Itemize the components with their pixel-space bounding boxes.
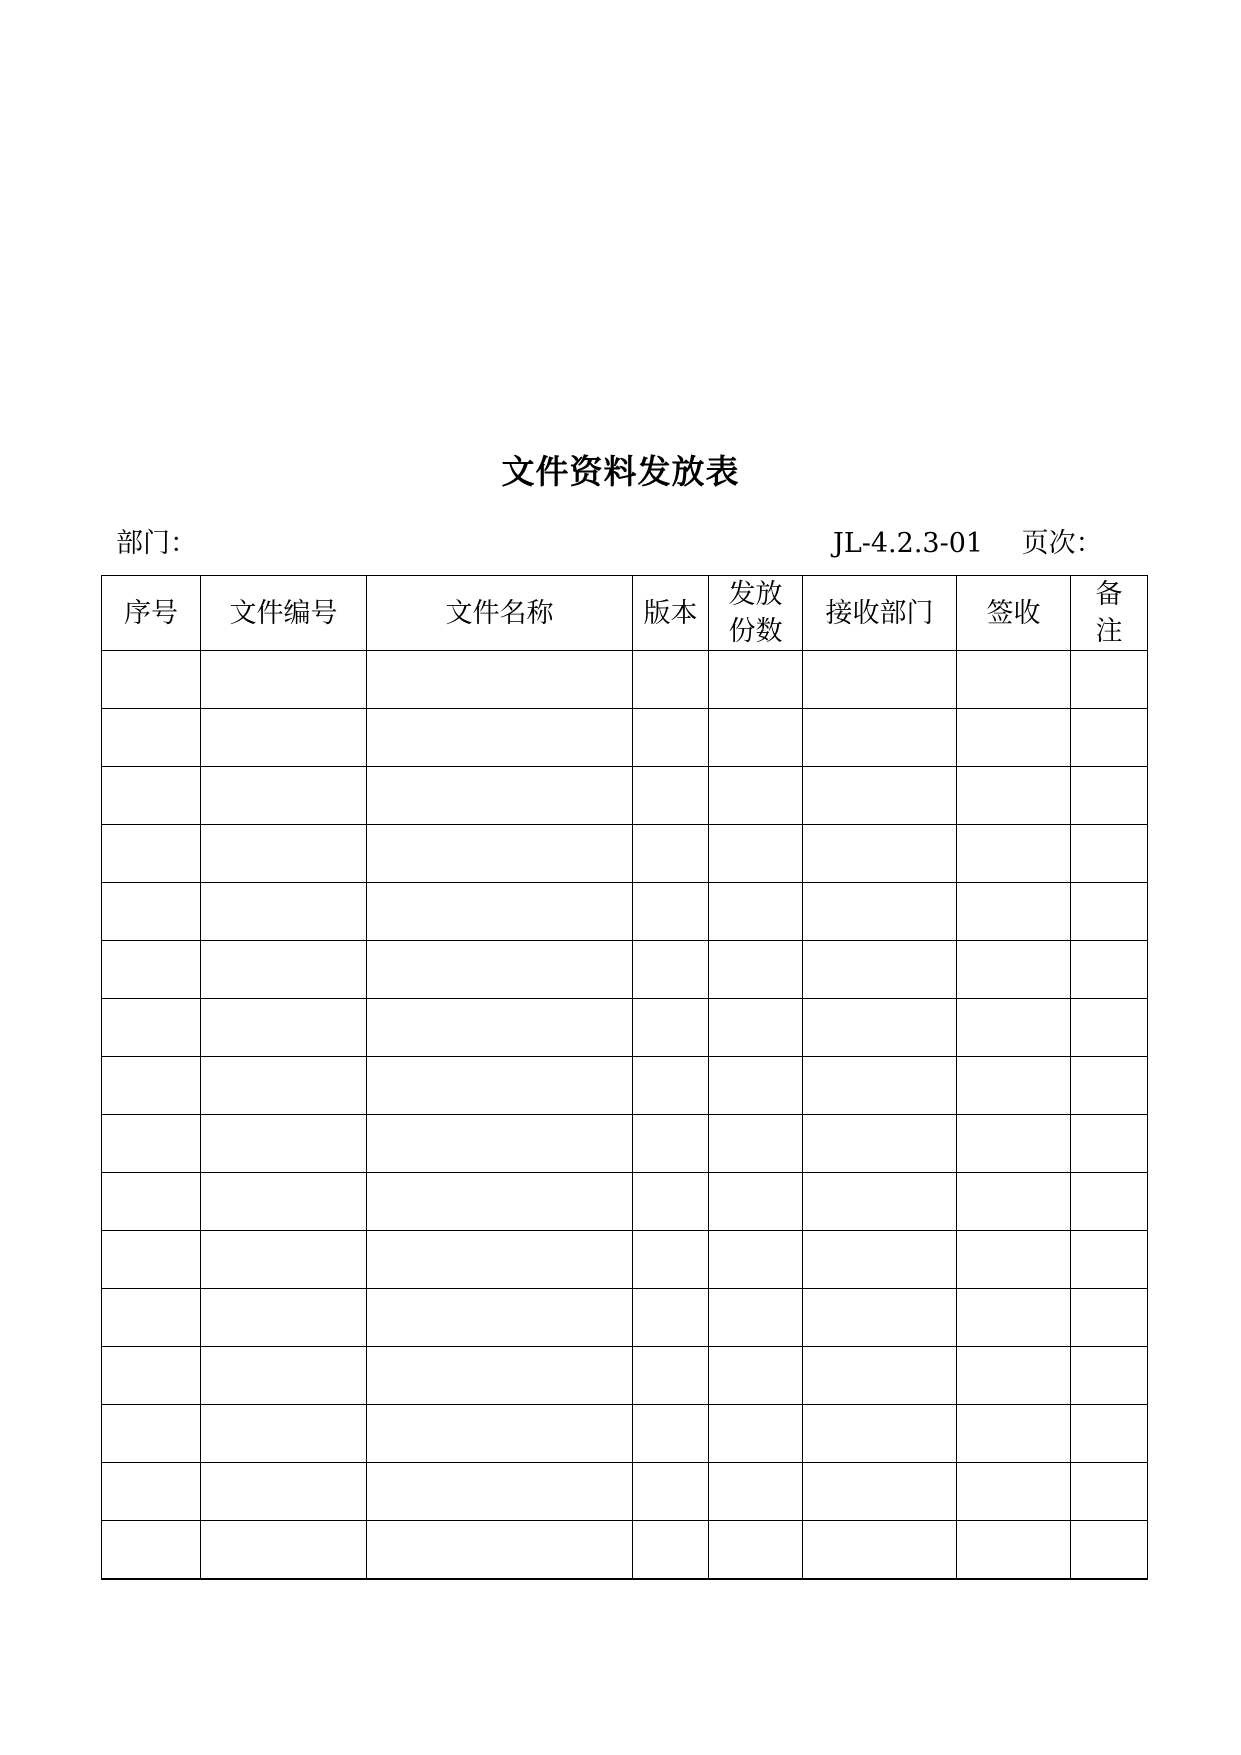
signature-cell[interactable] xyxy=(957,1405,1071,1463)
department-field xyxy=(116,524,197,564)
header-serial-number: 序号 xyxy=(102,576,201,651)
document-number-cell[interactable] xyxy=(201,651,367,709)
copies-cell[interactable] xyxy=(709,767,803,825)
receiving-department-cell[interactable] xyxy=(803,1405,957,1463)
serial-number-cell[interactable] xyxy=(102,1231,201,1289)
receiving-department-cell[interactable] xyxy=(803,1347,957,1405)
document-name-cell[interactable] xyxy=(367,1521,633,1580)
serial-number-cell[interactable] xyxy=(102,767,201,825)
header-receiving-department: 接收部门 xyxy=(803,576,957,651)
remarks-cell[interactable] xyxy=(1071,999,1148,1057)
receiving-department-cell[interactable] xyxy=(803,1173,957,1231)
document-number-cell[interactable] xyxy=(201,1289,367,1347)
document-name-cell[interactable] xyxy=(367,883,633,941)
copies-cell[interactable] xyxy=(709,1405,803,1463)
remarks-cell[interactable] xyxy=(1071,651,1148,709)
receiving-department-cell[interactable] xyxy=(803,999,957,1057)
version-cell[interactable] xyxy=(633,1289,709,1347)
document-name-cell[interactable] xyxy=(367,1347,633,1405)
serial-number-cell[interactable] xyxy=(102,999,201,1057)
table-row xyxy=(102,1057,1148,1115)
version-cell[interactable] xyxy=(633,999,709,1057)
document-number-cell[interactable] xyxy=(201,1173,367,1231)
table-body xyxy=(102,651,1148,1580)
signature-cell[interactable] xyxy=(957,883,1071,941)
version-cell[interactable] xyxy=(633,941,709,999)
version-cell[interactable] xyxy=(633,1521,709,1580)
serial-number-cell[interactable] xyxy=(102,825,201,883)
signature-cell[interactable] xyxy=(957,1289,1071,1347)
copies-cell[interactable] xyxy=(709,825,803,883)
copies-cell[interactable] xyxy=(709,1289,803,1347)
serial-number-cell[interactable] xyxy=(102,1289,201,1347)
remarks-cell[interactable] xyxy=(1071,1057,1148,1115)
serial-number-cell[interactable] xyxy=(102,709,201,767)
document-number-cell[interactable] xyxy=(201,1521,367,1580)
page-number-label: 页次： xyxy=(1021,528,1103,559)
remarks-cell[interactable] xyxy=(1071,1347,1148,1405)
copies-cell[interactable] xyxy=(709,1347,803,1405)
department-label: 部门： xyxy=(116,528,197,559)
remarks-cell[interactable] xyxy=(1071,941,1148,999)
copies-cell[interactable] xyxy=(709,651,803,709)
serial-number-cell[interactable] xyxy=(102,1347,201,1405)
receiving-department-cell[interactable] xyxy=(803,1231,957,1289)
document-number-cell[interactable] xyxy=(201,1463,367,1521)
copies-cell[interactable] xyxy=(709,1057,803,1115)
document-number-cell[interactable] xyxy=(201,941,367,999)
document-number-cell[interactable] xyxy=(201,1347,367,1405)
document-number-cell[interactable] xyxy=(201,767,367,825)
table-row xyxy=(102,709,1148,767)
version-cell[interactable] xyxy=(633,883,709,941)
remarks-cell[interactable] xyxy=(1071,709,1148,767)
copies-cell[interactable] xyxy=(709,1521,803,1580)
receiving-department-cell[interactable] xyxy=(803,767,957,825)
version-cell[interactable] xyxy=(633,767,709,825)
document-name-cell[interactable] xyxy=(367,999,633,1057)
signature-cell[interactable] xyxy=(957,999,1071,1057)
remarks-cell[interactable] xyxy=(1071,1521,1148,1580)
copies-cell[interactable] xyxy=(709,1231,803,1289)
document-name-cell[interactable] xyxy=(367,1115,633,1173)
table-row xyxy=(102,825,1148,883)
header-document-name: 文件名称 xyxy=(367,576,633,651)
document-name-cell[interactable] xyxy=(367,1057,633,1115)
copies-cell[interactable] xyxy=(709,883,803,941)
copies-cell[interactable] xyxy=(709,1463,803,1521)
version-cell[interactable] xyxy=(633,1463,709,1521)
version-cell[interactable] xyxy=(633,651,709,709)
document-name-cell[interactable] xyxy=(367,767,633,825)
document-name-cell[interactable] xyxy=(367,941,633,999)
version-cell[interactable] xyxy=(633,1231,709,1289)
signature-cell[interactable] xyxy=(957,1521,1071,1580)
header-remarks: 备 注 xyxy=(1071,576,1148,651)
document-number-cell[interactable] xyxy=(201,709,367,767)
signature-cell[interactable] xyxy=(957,1347,1071,1405)
receiving-department-cell[interactable] xyxy=(803,941,957,999)
document-number-cell[interactable] xyxy=(201,1057,367,1115)
document-name-cell[interactable] xyxy=(367,825,633,883)
signature-cell[interactable] xyxy=(957,1231,1071,1289)
receiving-department-cell[interactable] xyxy=(803,1115,957,1173)
serial-number-cell[interactable] xyxy=(102,941,201,999)
header-row xyxy=(102,576,1148,651)
form-info xyxy=(833,524,1103,564)
remarks-cell[interactable] xyxy=(1071,1405,1148,1463)
table-row xyxy=(102,1463,1148,1521)
version-cell[interactable] xyxy=(633,1347,709,1405)
document-number-cell[interactable] xyxy=(201,1231,367,1289)
document-number-cell[interactable] xyxy=(201,999,367,1057)
remarks-cell[interactable] xyxy=(1071,1463,1148,1521)
remarks-cell[interactable] xyxy=(1071,883,1148,941)
serial-number-cell[interactable] xyxy=(102,1405,201,1463)
document-number-cell[interactable] xyxy=(201,883,367,941)
signature-cell[interactable] xyxy=(957,1173,1071,1231)
document-name-cell[interactable] xyxy=(367,1463,633,1521)
header-version: 版本 xyxy=(633,576,709,651)
remarks-cell[interactable] xyxy=(1071,1115,1148,1173)
form-title: 文件资料发放表 xyxy=(501,452,740,491)
table-row xyxy=(102,1347,1148,1405)
remarks-cell[interactable] xyxy=(1071,825,1148,883)
version-cell[interactable] xyxy=(633,1115,709,1173)
table-row xyxy=(102,767,1148,825)
form-code: JL-4.2.3-01 xyxy=(833,528,984,559)
table-row xyxy=(102,651,1148,709)
receiving-department-cell[interactable] xyxy=(803,883,957,941)
receiving-department-cell[interactable] xyxy=(803,709,957,767)
table-row xyxy=(102,1231,1148,1289)
table-row xyxy=(102,1521,1148,1580)
signature-cell[interactable] xyxy=(957,1057,1071,1115)
signature-cell[interactable] xyxy=(957,709,1071,767)
receiving-department-cell[interactable] xyxy=(803,1521,957,1580)
signature-cell[interactable] xyxy=(957,1463,1071,1521)
serial-number-cell[interactable] xyxy=(102,883,201,941)
serial-number-cell[interactable] xyxy=(102,1463,201,1521)
receiving-department-cell[interactable] xyxy=(803,1289,957,1347)
signature-cell[interactable] xyxy=(957,767,1071,825)
version-cell[interactable] xyxy=(633,1405,709,1463)
document-name-cell[interactable] xyxy=(367,709,633,767)
table-row xyxy=(102,1405,1148,1463)
copies-cell[interactable] xyxy=(709,941,803,999)
receiving-department-cell[interactable] xyxy=(803,1057,957,1115)
version-cell[interactable] xyxy=(633,1057,709,1115)
serial-number-cell[interactable] xyxy=(102,1173,201,1231)
document-number-cell[interactable] xyxy=(201,1115,367,1173)
document-number-cell[interactable] xyxy=(201,825,367,883)
table-row xyxy=(102,999,1148,1057)
version-cell[interactable] xyxy=(633,825,709,883)
document-name-cell[interactable] xyxy=(367,651,633,709)
document-number-cell[interactable] xyxy=(201,1405,367,1463)
header-copies-issued: 发放 份数 xyxy=(709,576,803,651)
copies-cell[interactable] xyxy=(709,1173,803,1231)
receiving-department-cell[interactable] xyxy=(803,1463,957,1521)
copies-cell[interactable] xyxy=(709,709,803,767)
signature-cell[interactable] xyxy=(957,941,1071,999)
document-name-cell[interactable] xyxy=(367,1231,633,1289)
header-document-number: 文件编号 xyxy=(201,576,367,651)
signature-cell[interactable] xyxy=(957,651,1071,709)
remarks-cell[interactable] xyxy=(1071,1231,1148,1289)
document-name-cell[interactable] xyxy=(367,1289,633,1347)
serial-number-cell[interactable] xyxy=(102,1057,201,1115)
version-cell[interactable] xyxy=(633,709,709,767)
signature-cell[interactable] xyxy=(957,825,1071,883)
serial-number-cell[interactable] xyxy=(102,1521,201,1580)
serial-number-cell[interactable] xyxy=(102,651,201,709)
receiving-department-cell[interactable] xyxy=(803,651,957,709)
distribution-table xyxy=(101,575,1148,1580)
document-name-cell[interactable] xyxy=(367,1173,633,1231)
receiving-department-cell[interactable] xyxy=(803,825,957,883)
document-name-cell[interactable] xyxy=(367,1405,633,1463)
table-row xyxy=(102,941,1148,999)
copies-cell[interactable] xyxy=(709,1115,803,1173)
copies-cell[interactable] xyxy=(709,999,803,1057)
remarks-cell[interactable] xyxy=(1071,767,1148,825)
table-row xyxy=(102,1173,1148,1231)
version-cell[interactable] xyxy=(633,1173,709,1231)
signature-cell[interactable] xyxy=(957,1115,1071,1173)
table-row xyxy=(102,883,1148,941)
table-row xyxy=(102,1289,1148,1347)
remarks-cell[interactable] xyxy=(1071,1289,1148,1347)
remarks-cell[interactable] xyxy=(1071,1173,1148,1231)
header-signature: 签收 xyxy=(957,576,1071,651)
serial-number-cell[interactable] xyxy=(102,1115,201,1173)
table-row xyxy=(102,1115,1148,1173)
